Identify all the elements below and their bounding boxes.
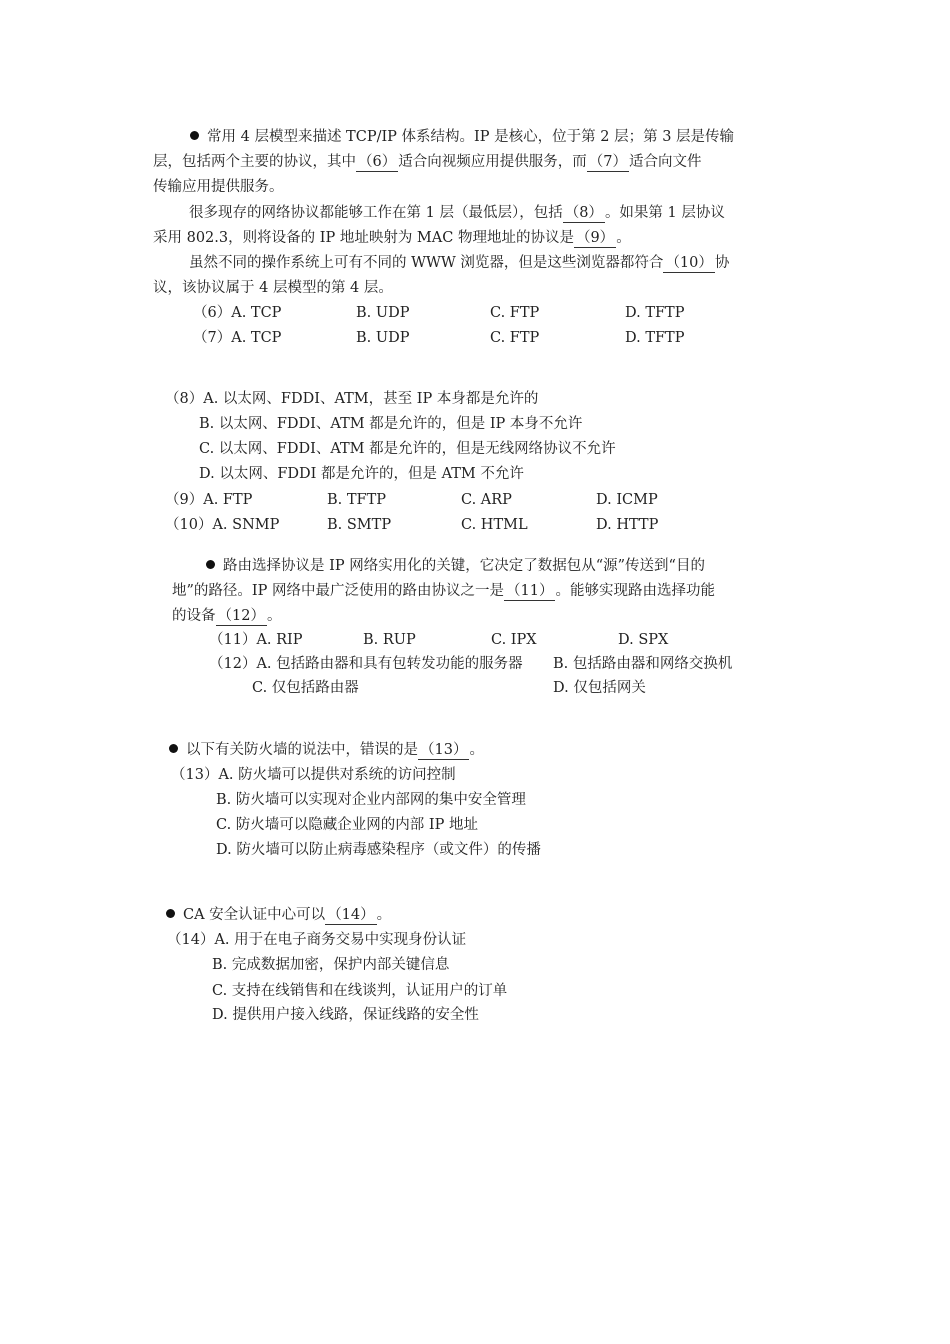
option-8d: D. 以太网、FDDI 都是允许的，但是 ATM 不允许	[199, 466, 524, 482]
q3-text: 。	[469, 742, 484, 758]
option-14d: D. 提供用户接入线路，保证线路的安全性	[212, 1007, 479, 1023]
q3-text: 以下有关防火墙的说法中，错误的是	[186, 742, 418, 758]
option-7c: C. FTP	[490, 330, 540, 346]
blank-13: （13）	[420, 742, 468, 758]
blank-7: （7）	[588, 154, 627, 170]
q1-text: 传输应用提供服务。	[153, 179, 284, 195]
option-8a: （8）A. 以太网、FDDI、ATM，甚至 IP 本身都是允许的	[165, 391, 539, 407]
option-13a: （13）A. 防火墙可以提供对系统的访问控制	[171, 767, 456, 783]
q2-line-2	[172, 581, 715, 603]
q1-text: 。	[616, 230, 631, 246]
q1-text: 。如果第 1 层协议	[604, 205, 725, 221]
option-12b: B. 包括路由器和网络交换机	[553, 656, 733, 672]
option-12a: （12）A. 包括路由器和具有包转发功能的服务器	[209, 656, 523, 672]
blank-9: （9）	[575, 230, 615, 246]
bullet-icon	[169, 744, 178, 753]
option-14b: B. 完成数据加密，保护内部关键信息	[212, 957, 450, 973]
option-9b: B. TFTP	[327, 492, 387, 508]
q1-text: 适合向文件	[628, 154, 702, 170]
option-11a: （11）A. RIP	[209, 632, 303, 648]
blank-14: （14）	[327, 907, 375, 923]
blank-8: （8）	[564, 205, 603, 221]
bullet-icon	[206, 560, 215, 569]
blank-12: （12）	[217, 608, 265, 624]
bullet-icon	[190, 131, 199, 140]
q1-text: 协	[714, 255, 730, 271]
q1-line-6	[189, 253, 729, 275]
q1-line-2	[153, 152, 701, 174]
option-9d: D. ICMP	[596, 492, 658, 508]
q1-text: 很多现存的网络协议都能够工作在第 1 层（最低层），包括	[189, 205, 563, 221]
option-13d: D. 防火墙可以防止病毒感染程序（或文件）的传播	[216, 842, 541, 858]
option-13b: B. 防火墙可以实现对企业内部网的集中安全管理	[216, 792, 526, 808]
option-11d: D. SPX	[618, 632, 669, 648]
option-8b: B. 以太网、FDDI、ATM 都是允许的，但是 IP 本身不允许	[199, 416, 583, 432]
q2-text: 的设备	[172, 608, 216, 624]
option-7d: D. TFTP	[625, 330, 685, 346]
option-14c: C. 支持在线销售和在线谈判，认证用户的订单	[212, 983, 508, 999]
blank-6: （6）	[358, 154, 397, 170]
option-7b: B. UDP	[356, 330, 410, 346]
option-10c: C. HTML	[461, 517, 528, 533]
blank-10: （10）	[665, 255, 713, 271]
q3-line-1	[169, 740, 484, 762]
option-6c: C. FTP	[490, 305, 540, 321]
option-9a: （9）A. FTP	[165, 492, 253, 508]
q2-text: 。	[266, 608, 282, 624]
bullet-icon	[166, 909, 175, 918]
q2-text: 路由选择协议是 IP 网络实用化的关键，它决定了数据包从“源”传送到“目的	[223, 558, 705, 574]
q4-text: CA 安全认证中心可以	[183, 907, 326, 923]
q1-text: 虽然不同的操作系统上可有不同的 WWW 浏览器，但是这些浏览器都符合	[189, 255, 664, 271]
option-10b: B. SMTP	[327, 517, 392, 533]
q2-text: 地”的路径。IP 网络中最广泛使用的路由协议之一是	[172, 583, 505, 599]
q1-line-1	[190, 127, 734, 149]
option-9c: C. ARP	[461, 492, 512, 508]
q1-text: 适合向视频应用提供服务，而	[398, 154, 587, 170]
q2-line-3	[172, 606, 281, 628]
option-6b: B. UDP	[356, 305, 410, 321]
q1-text: 常用 4 层模型来描述 TCP/IP 体系结构。IP 是核心，位于第 2 层；第 3 层是传输	[207, 129, 735, 145]
option-10d: D. HTTP	[596, 517, 659, 533]
option-6d: D. TFTP	[625, 305, 685, 321]
q1-line-3	[153, 177, 284, 199]
blank-11: （11）	[506, 583, 554, 599]
q1-line-5	[153, 228, 631, 250]
option-14a: （14）A. 用于在电子商务交易中实现身份认证	[167, 932, 467, 948]
option-8c: C. 以太网、FDDI、ATM 都是允许的，但是无线网络协议不允许	[199, 441, 616, 457]
q1-text: 层，包括两个主要的协议，其中	[153, 154, 356, 170]
q4-line-1	[166, 905, 391, 927]
option-11b: B. RUP	[363, 632, 416, 648]
option-12c: C. 仅包括路由器	[252, 680, 359, 696]
q4-text: 。	[376, 907, 392, 923]
q2-line-1	[206, 556, 705, 578]
option-13c: C. 防火墙可以隐藏企业网的内部 IP 地址	[216, 817, 478, 833]
q1-line-7	[153, 278, 393, 300]
option-10a: （10）A. SNMP	[165, 517, 280, 533]
option-7a: （7）A. TCP	[193, 330, 282, 346]
q1-text: 议，该协议属于 4 层模型的第 4 层。	[153, 280, 393, 296]
q1-text: 采用 802.3，则将设备的 IP 地址映射为 MAC 物理地址的协议是	[153, 230, 574, 246]
option-6a: （6）A. TCP	[193, 305, 282, 321]
q1-line-4	[189, 203, 725, 225]
option-11c: C. IPX	[491, 632, 537, 648]
q2-text: 。能够实现路由选择功能	[555, 583, 715, 599]
option-12d: D. 仅包括网关	[553, 680, 646, 696]
